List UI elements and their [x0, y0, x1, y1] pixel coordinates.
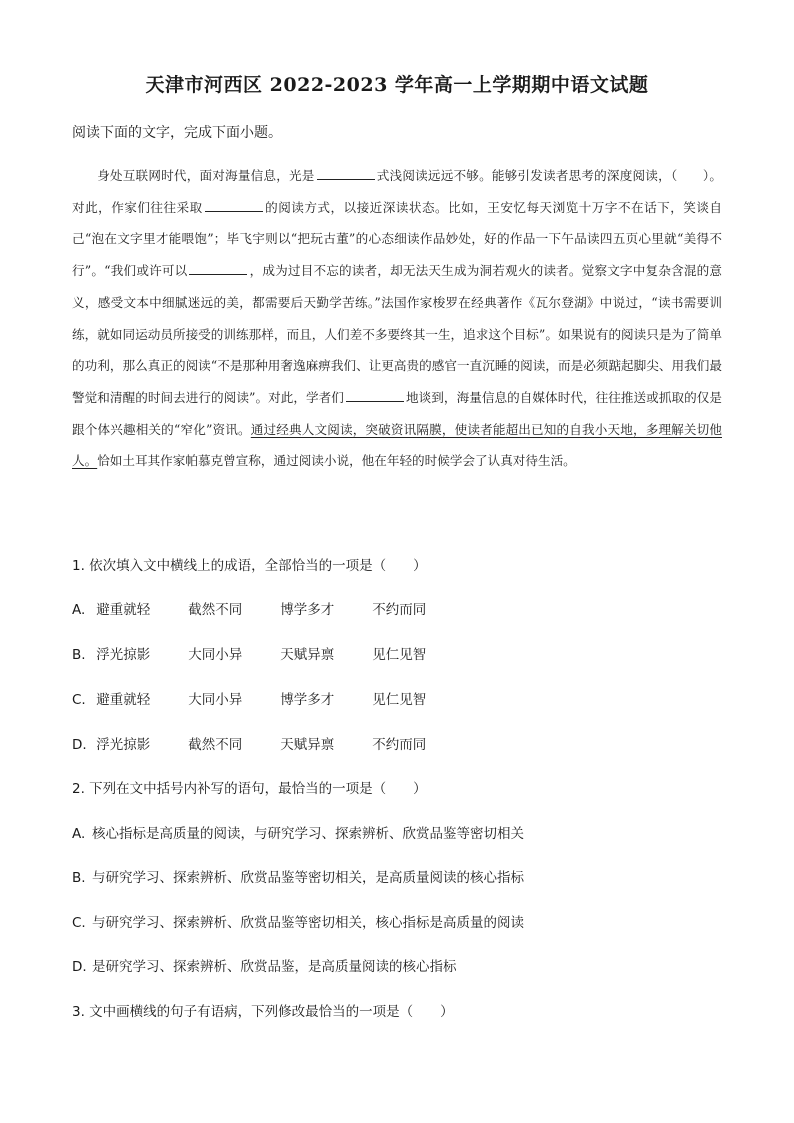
option-label: C. [72, 915, 86, 931]
passage-text: 恰如土耳其作家帕慕克曾宣称，通过阅读小说，他在年轻的时候学会了认真对待生活。 [97, 453, 576, 469]
option-label: D. [72, 737, 87, 753]
option-word: 浮光掠影 [96, 647, 151, 663]
passage-text: ，成为过目不忘的读者，却无法天生成为洞若观火的读者。觉察文字中复杂含混的意义，感受文本中细腻迷远的美，都需要后天勤学苦练。”法国作家梭罗在经典著作《瓦尔登湖》中说过，“读书需要训练，就如同运动员所接受的训练那样，而且，人们差不多要终其一生，追求这个目标”。如果说有的阅读只是为了简单的功利，那么真正的阅读“不是那种用奢逸麻痹我们、让更高贵的感官一直沉睡的阅读，而是必须踮起脚尖、用我们最警觉和清醒的时间去进行的阅读”。对此，学者们 [72, 263, 722, 405]
question-2-option-a[interactable] [72, 822, 524, 842]
option-word: 见仁见智 [372, 647, 427, 663]
fill-blank-4 [346, 389, 404, 402]
option-text: 与研究学习、探索辨析、欣赏品鉴等密切相关，是高质量阅读的核心指标 [92, 870, 524, 886]
option-word: 见仁见智 [372, 692, 427, 708]
question-1-option-d[interactable] [72, 733, 464, 753]
option-word: 大同小异 [188, 692, 243, 708]
option-word: 浮光掠影 [96, 737, 151, 753]
question-2-option-c[interactable] [72, 911, 524, 931]
option-word: 截然不同 [188, 737, 243, 753]
question-2-stem: 2. 下列在文中括号内补写的语句，最恰当的一项是（ ） [72, 781, 427, 797]
question-1-option-a[interactable] [72, 598, 464, 618]
option-label: B. [72, 870, 86, 886]
question-2-option-d[interactable] [72, 955, 457, 975]
option-label: B. [72, 647, 86, 663]
passage-text: 式浅阅读远远不够。能够引发读者思考的深度阅读，（ ）。对此，作家们往往采取 [72, 168, 723, 215]
option-label: A. [72, 826, 86, 842]
option-word: 截然不同 [188, 602, 243, 618]
option-word: 大同小异 [188, 647, 243, 663]
option-word: 不约而同 [372, 602, 427, 618]
option-word: 博学多才 [280, 602, 335, 618]
question-3-stem: 3. 文中画横线的句子有语病，下列修改最恰当的一项是（ ） [72, 1004, 454, 1020]
question-2-option-b[interactable] [72, 866, 524, 886]
reading-passage [72, 160, 722, 477]
option-text: 与研究学习、探索辨析、欣赏品鉴等密切相关，核心指标是高质量的阅读 [92, 915, 524, 931]
option-word: 避重就轻 [96, 602, 151, 618]
option-word: 不约而同 [372, 737, 427, 753]
question-1-stem: 1. 依次填入文中横线上的成语，全部恰当的一项是（ ） [72, 558, 427, 574]
option-word: 天赋异禀 [280, 647, 335, 663]
option-word: 避重就轻 [96, 692, 151, 708]
reading-instruction: 阅读下面的文字，完成下面小题。 [72, 125, 282, 141]
option-label: C. [72, 692, 86, 708]
option-text: 是研究学习、探索辨析、欣赏品鉴，是高质量阅读的核心指标 [92, 959, 457, 975]
option-text: 核心指标是高质量的阅读，与研究学习、探索辨析、欣赏品鉴等密切相关 [92, 826, 524, 842]
passage-text: 的阅读方式，以接近深读状态。比如，王安忆每天浏览十万字不在话下，笑谈自己“泡在文字里才能喂饱”；毕飞宇则以“把玩古董”的心态细读作品妙处，好的作品一下午品读四五页心里就“美得不行”。“我们或许可以 [72, 199, 723, 279]
option-label: A. [72, 602, 86, 618]
question-1-option-b[interactable] [72, 643, 464, 663]
option-label: D. [72, 959, 87, 975]
fill-blank-2 [205, 199, 263, 212]
page-title: 天津市河西区 2022-2023 学年高一上学期期中语文试题 [145, 74, 649, 96]
option-word: 天赋异禀 [280, 737, 335, 753]
fill-blank-1 [317, 167, 375, 180]
passage-text: 地谈到，海量信息的自媒体时代，往往推送或抓取的仅是跟个体兴趣相关的“窄化”资讯。 [72, 389, 722, 437]
underlined-sentence: 通过经典人文阅读，突破资讯隔膜，使读者能超出已知的自我小天地，多理解关切他人。 [72, 421, 722, 469]
fill-blank-3 [189, 262, 247, 275]
passage-text: 身处互联网时代，面对海量信息，光是 [97, 168, 315, 183]
question-1-option-c[interactable] [72, 688, 464, 708]
option-word: 博学多才 [280, 692, 335, 708]
